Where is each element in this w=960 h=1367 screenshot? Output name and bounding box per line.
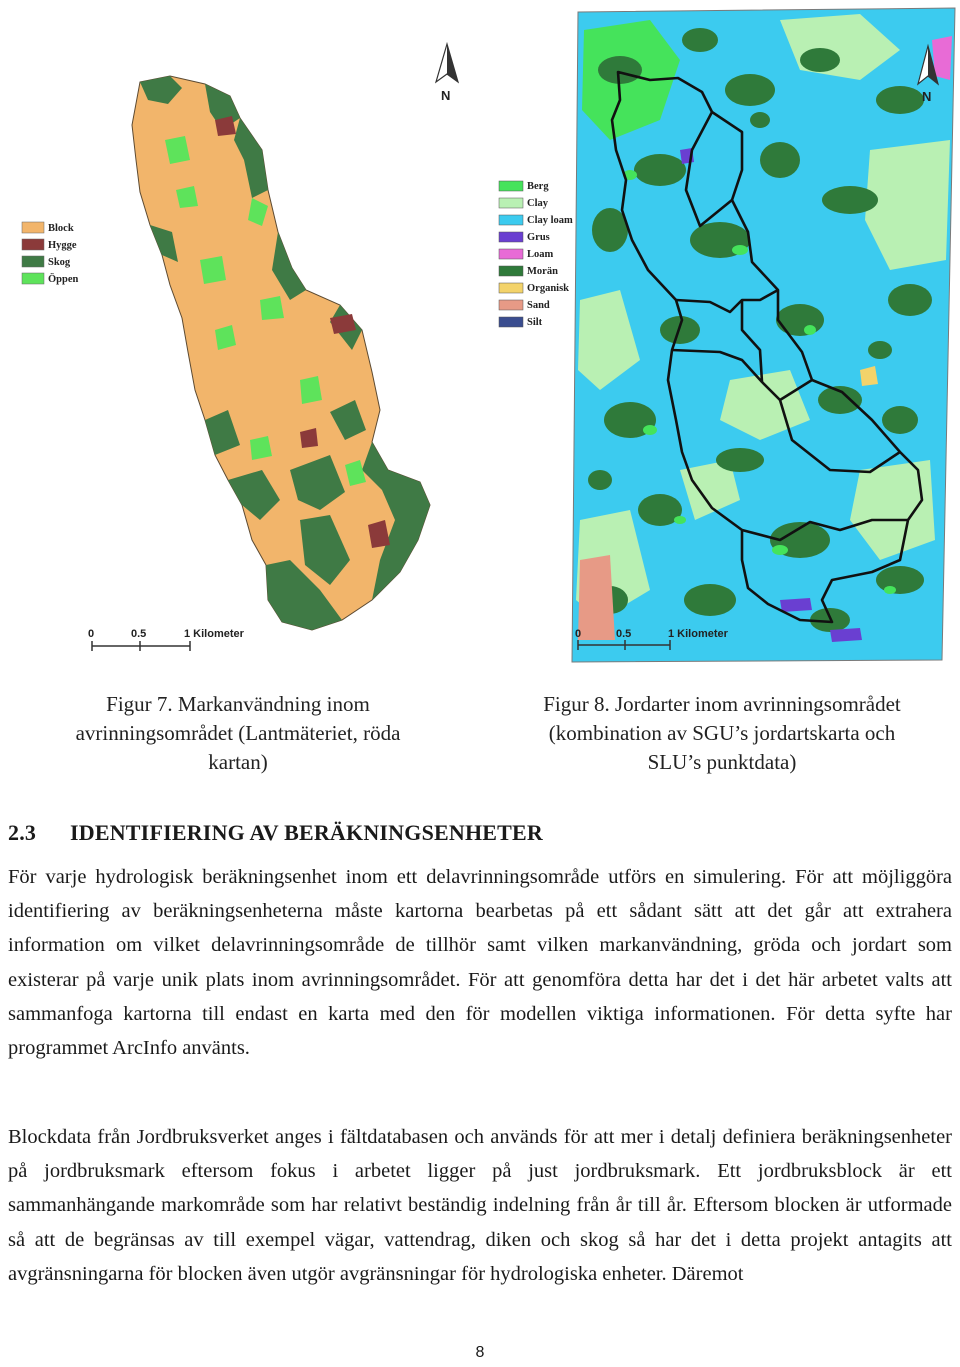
legend-swatch-oppen bbox=[22, 273, 44, 284]
north-label: N bbox=[922, 89, 932, 104]
scale-tick-1: 0.5 bbox=[131, 628, 147, 640]
paragraph-1: För varje hydrologisk beräkningsenhet inom ett delavrinningsområde utförs en simulering. För att möjliggöra identifiering av beräkningsenheterna måste kartorna bearbetas på ett sådant sätt att det går att extrahera information om vilket delavrinningsområde de tillhör samt vilken markanvändning, gröda och jordart som existerar på varje unik plats inom avrinningsområdet. För att genomföra detta har det i det här arbetet valts att sammanfoga kartorna till endast en karta med den för modellen viktiga informationen. För detta syfte har programmet ArcInfo använts. bbox=[8, 866, 952, 1060]
legend-label-sand: Sand bbox=[527, 300, 550, 311]
scale-tick-2: 1 Kilometer bbox=[668, 628, 728, 640]
land-use-map bbox=[0, 0, 480, 670]
scale-tick-0: 0 bbox=[88, 628, 95, 640]
legend-label-berg: Berg bbox=[527, 181, 549, 192]
scale-tick-2: 1 Kilometer bbox=[184, 628, 244, 640]
legend-label-block: Block bbox=[48, 223, 74, 234]
section-number: 2.3 bbox=[8, 820, 37, 845]
legend-swatch-silt bbox=[499, 317, 523, 327]
scale-tick-1: 0.5 bbox=[616, 628, 632, 640]
legend-label-silt: Silt bbox=[527, 317, 543, 328]
legend-label-grus: Grus bbox=[527, 232, 550, 243]
catchment-area bbox=[132, 76, 430, 630]
legend-label-clay-loam: Clay loam bbox=[527, 215, 573, 226]
page-number: 8 bbox=[475, 1344, 485, 1361]
legend-label-loam: Loam bbox=[527, 249, 554, 260]
legend-swatch-clay bbox=[499, 198, 523, 208]
legend-swatch-loam bbox=[499, 249, 523, 259]
north-arrow-icon bbox=[436, 44, 458, 103]
legend-swatch-organisk bbox=[499, 283, 523, 293]
legend-swatch-clay-loam bbox=[499, 215, 523, 225]
legend-label-clay: Clay bbox=[527, 198, 548, 209]
scale-tick-0: 0 bbox=[575, 628, 582, 640]
legend-swatch-block bbox=[22, 222, 44, 233]
land-use-legend bbox=[22, 222, 79, 285]
legend-swatch-skog bbox=[22, 256, 44, 267]
legend-label-organisk: Organisk bbox=[527, 283, 570, 294]
legend-swatch-hygge bbox=[22, 239, 44, 250]
north-label: N bbox=[441, 88, 451, 103]
legend-swatch-sand bbox=[499, 300, 523, 310]
scale-bar bbox=[88, 628, 245, 651]
section-heading bbox=[8, 820, 543, 846]
paragraph-2: Blockdata från Jordbruksverket anges i fältdatabasen och används för att mer i detalj definiera beräkningsenheter på jordbruksmark eftersom fokus i arbetet ligger på just jordbruksmark. Ett jordbruksblock är ett sammanhängande markområde som har relativt beständig indelning från år till år. Eftersom blocken är utformade så att de begränsas av till exempel vägar, vattendrag, diken och skog så har det i detta projekt antagits att avgränsningarna för blocken även utgör avgränsningar för hydrologiska enheter. Däremot bbox=[8, 1126, 952, 1285]
legend-swatch-grus bbox=[499, 232, 523, 242]
legend-label-moran: Morän bbox=[527, 266, 558, 277]
legend-swatch-berg bbox=[499, 181, 523, 191]
figure-8-caption: Figur 8. Jordarter inom avrinningsområdet (kombination av SGU’s jordartskarta och SLU’s punktdata) bbox=[543, 692, 901, 774]
legend-label-oppen: Öppen bbox=[48, 274, 79, 285]
legend-label-hygge: Hygge bbox=[48, 240, 77, 251]
soil-type-legend bbox=[499, 181, 573, 328]
legend-label-skog: Skog bbox=[48, 257, 71, 268]
figure-7-caption: Figur 7. Markanvändning inom avrinningsområdet (Lantmäteriet, röda kartan) bbox=[75, 692, 401, 774]
legend-swatch-moran bbox=[499, 266, 523, 276]
soil-type-map bbox=[480, 0, 960, 670]
section-title: IDENTIFIERING AV BERÄKNINGSENHETER bbox=[70, 820, 544, 845]
